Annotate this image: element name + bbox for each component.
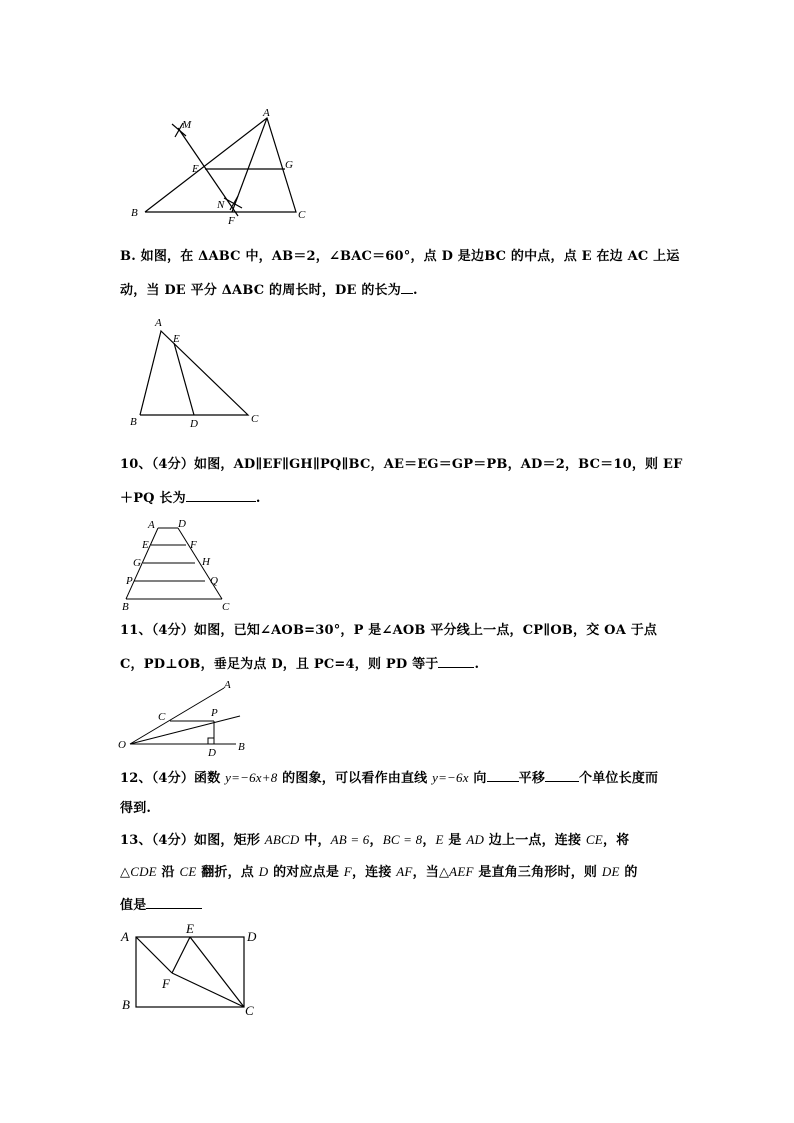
label-d-b: D <box>190 418 198 430</box>
question-b-period: . <box>412 283 418 298</box>
q13-l2m4: F <box>343 864 352 879</box>
right-angle-mark <box>208 738 214 744</box>
label-g: G <box>285 159 293 171</box>
figure-b <box>120 315 270 435</box>
label-h-10: H <box>202 556 210 568</box>
figure-9-svg <box>120 107 320 230</box>
q13-l2p6: 是直角三角形时，则 <box>473 865 602 880</box>
figure-9 <box>120 107 320 230</box>
question-12-part2: 的图象，可以看作由直线 <box>277 771 433 786</box>
question-12-formula1: y=−6x+8 <box>225 770 278 785</box>
q13-m5: AD <box>466 832 485 847</box>
question-b-line1: B. 如图，在 ΔABC 中，AB＝2，∠BAC＝60°，点 D 是边BC 的中点，点 E 在边 AC 上运 <box>120 249 680 264</box>
q13-p4: ， <box>422 833 436 848</box>
q13-l2m3: D <box>258 864 269 879</box>
question-12-part3: 向 <box>468 771 487 786</box>
q13-l2p7: 的 <box>619 865 638 880</box>
question-12-part1: 12、（4分）函数 <box>120 771 226 786</box>
figure-10 <box>118 518 238 613</box>
label-d-13: D <box>247 929 257 944</box>
q13-l2p5: ，当 <box>412 865 439 880</box>
question-10-period: . <box>255 491 261 506</box>
label-q-10: Q <box>210 575 218 587</box>
label-e: E <box>192 163 199 175</box>
bisector-op <box>130 716 240 744</box>
question-12-part4: 平移 <box>518 771 546 786</box>
figure-13 <box>118 922 268 1018</box>
triangle-abc-b <box>140 331 248 415</box>
q13-m3: BC = 8 <box>382 832 423 847</box>
label-p-11: P <box>211 707 218 719</box>
q13-m2: AB = 6 <box>330 832 370 847</box>
label-b-11: B <box>238 741 245 753</box>
label-a-13: A <box>121 929 129 944</box>
label-f-13: F <box>162 976 170 991</box>
label-m: M <box>182 119 192 131</box>
label-c-11: C <box>158 711 166 723</box>
label-c-10: C <box>222 601 230 613</box>
q13-p2: 中， <box>299 833 331 848</box>
q13-l2m1: △CDE <box>120 864 157 879</box>
label-b-10: B <box>122 601 129 613</box>
label-a: A <box>263 107 270 119</box>
q13-l2p1: 沿 <box>156 865 180 880</box>
segment-ef <box>172 937 190 973</box>
answer-blank-12a[interactable] <box>487 768 519 782</box>
label-a-10: A <box>148 519 155 531</box>
q13-p6: 边上一点，连接 <box>484 833 586 848</box>
arc-mark-n1 <box>224 198 242 208</box>
question-12-line2: 得到. <box>120 801 152 816</box>
q13-l2p2: 翻折，点 <box>196 865 259 880</box>
q13-l2m7: DE <box>601 864 620 879</box>
label-c-13: C <box>245 1003 254 1018</box>
question-11-line2 <box>120 654 479 674</box>
q13-l2m2: CE <box>179 864 197 879</box>
label-a-11: A <box>224 679 231 691</box>
q13-l2m5: AF <box>396 864 413 879</box>
segment-af <box>136 937 172 973</box>
q13-l2m6: △AEF <box>438 864 474 879</box>
question-10-text: ＋PQ 长为 <box>120 491 186 506</box>
label-b-13: B <box>122 997 130 1012</box>
label-c-b: C <box>251 413 259 425</box>
question-12-formula2: y=−6x <box>432 770 469 785</box>
question-13-line2 <box>120 863 638 882</box>
label-d-10: D <box>178 518 186 530</box>
q13-l2p3: 的对应点是 <box>268 865 344 880</box>
answer-blank-13[interactable] <box>146 895 202 909</box>
label-o-11: O <box>118 739 126 751</box>
question-12-part5: 个单位长度而 <box>579 771 659 786</box>
figure-11-svg <box>118 678 258 758</box>
q13-p1: 13、（4分）如图，矩形 <box>120 833 265 848</box>
question-b-text: 动，当 DE 平分 ΔABC 的周长时，DE 的长为 <box>120 283 401 298</box>
label-e-13: E <box>186 921 194 936</box>
label-e-10: E <box>142 539 149 551</box>
figure-10-svg <box>118 518 238 613</box>
ray-oa <box>130 688 224 744</box>
q13-m1: ABCD <box>264 832 300 847</box>
rectangle-abcd <box>136 937 244 1007</box>
figure-b-svg <box>120 315 270 435</box>
question-13-line3 <box>120 895 202 915</box>
question-11-text: C，PD⊥OB，垂足为点 D，且 PC=4，则 PD 等于 <box>120 657 439 672</box>
answer-blank-b[interactable] <box>401 280 413 294</box>
question-10-line1: 10、（4分）如图，AD∥EF∥GH∥PQ∥BC，AE＝EG＝GP＝PB，AD＝2，BC＝10，则 EF <box>120 457 683 472</box>
label-d-11: D <box>208 747 216 759</box>
q13-p5: 是 <box>443 833 467 848</box>
label-b-b: B <box>130 416 137 428</box>
label-g-10: G <box>133 557 141 569</box>
label-f: F <box>228 215 235 227</box>
q13-l2p4: ，连接 <box>351 865 397 880</box>
question-13-line1 <box>120 831 629 850</box>
question-11-period: . <box>474 657 480 672</box>
triangle-abc <box>145 118 296 212</box>
label-p-10: P <box>126 575 133 587</box>
bisector-line <box>178 128 238 216</box>
figure-13-svg <box>118 922 268 1018</box>
segment-fc <box>172 973 244 1007</box>
segment-ec <box>190 937 244 1007</box>
question-b-line2 <box>120 280 418 300</box>
q13-p3: ， <box>369 833 383 848</box>
answer-blank-11[interactable] <box>438 654 474 668</box>
question-12-line1 <box>120 768 658 788</box>
label-n: N <box>217 199 225 211</box>
label-f-10: F <box>190 539 197 551</box>
question-10-line2 <box>120 488 261 508</box>
figure-11 <box>118 678 258 758</box>
answer-blank-12b[interactable] <box>545 768 579 782</box>
label-b: B <box>131 207 138 219</box>
label-a-b: A <box>155 317 162 329</box>
q13-m6: CE <box>585 832 603 847</box>
q13-m4: E <box>435 832 444 847</box>
question-13-text: 值是 <box>120 898 147 913</box>
q13-p7: ，将 <box>602 833 630 848</box>
label-e-b: E <box>173 333 180 345</box>
question-11-line1: 11、（4分）如图，已知∠AOB=30°，P 是∠AOB 平分线上一点，CP∥OB，交 OA 于点 <box>120 623 658 638</box>
answer-blank-10[interactable] <box>186 488 256 502</box>
label-c: C <box>298 209 306 221</box>
